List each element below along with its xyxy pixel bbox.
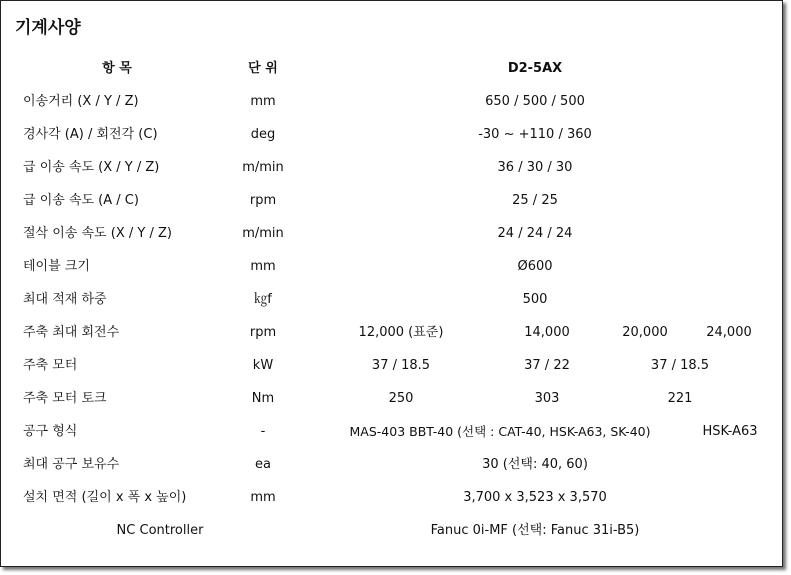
table-row — [1, 448, 784, 481]
controller-label: NC Controller — [116, 523, 204, 538]
row-value-variant-1: 12,000 (표준) — [358, 325, 444, 340]
row-label: 절삭 이송 속도 (X / Y / Z) — [23, 226, 172, 241]
row-label: 최대 적재 하중 — [23, 292, 107, 307]
row-value-variant-3: 20,000 — [622, 325, 668, 340]
row-unit: mm — [250, 94, 276, 109]
row-value-variant-2: 14,000 — [524, 325, 570, 340]
table-row — [1, 415, 784, 448]
row-label: 최대 공구 보유수 — [23, 457, 120, 472]
row-value: 36 / 30 / 30 — [497, 160, 573, 175]
row-value: 500 — [522, 292, 548, 307]
row-label: 공구 형식 — [23, 424, 78, 439]
row-label: 급 이송 속도 (A / C) — [23, 193, 139, 208]
row-value: 650 / 500 / 500 — [485, 94, 585, 109]
table-row — [1, 151, 784, 184]
row-value: 30 (선택: 40, 60) — [482, 457, 588, 472]
controller-value: Fanuc 0i-MF (선택: Fanuc 31i-B5) — [430, 523, 640, 538]
row-label: 주축 모터 — [23, 358, 78, 373]
row-value-variant-4: 24,000 — [706, 325, 752, 340]
row-value: 3,700 x 3,523 x 3,570 — [463, 490, 607, 505]
table-row — [1, 217, 784, 250]
table-row — [1, 382, 784, 415]
row-value-variant-3: 37 / 18.5 — [650, 358, 710, 373]
table-row — [1, 118, 784, 151]
row-unit: deg — [250, 127, 276, 142]
table-row-controller — [1, 514, 784, 547]
row-label: 주축 최대 회전수 — [23, 325, 120, 340]
row-label: 급 이송 속도 (X / Y / Z) — [23, 160, 160, 175]
row-unit: rpm — [249, 325, 277, 340]
row-value-variant-3: 221 — [667, 391, 693, 406]
row-unit: ㎏f — [254, 292, 272, 307]
row-unit: mm — [250, 490, 276, 505]
row-unit: Nm — [251, 391, 275, 406]
row-unit: - — [260, 424, 266, 439]
row-unit: m/min — [242, 226, 284, 241]
row-value-variant-2: 37 / 22 — [524, 358, 570, 373]
table-row — [1, 316, 784, 349]
table-row — [1, 349, 784, 382]
row-value-variant-2: HSK-A63 — [702, 424, 758, 439]
row-label: 설치 면적 (길이 x 폭 x 높이) — [23, 490, 187, 505]
row-label: 테이블 크기 — [23, 259, 90, 274]
header-model: D2-5AX — [507, 61, 563, 76]
row-label: 경사각 (A) / 회전각 (C) — [23, 127, 158, 142]
table-row — [1, 85, 784, 118]
row-value-variant-1: 250 — [388, 391, 414, 406]
table-row — [1, 184, 784, 217]
row-unit: ea — [255, 457, 271, 472]
table-row — [1, 481, 784, 514]
row-unit: kW — [252, 358, 274, 373]
table-row — [1, 250, 784, 283]
row-value-variant-1: MAS-403 BBT-40 (선택 : CAT-40, HSK-A63, SK-40) — [349, 424, 651, 439]
row-value: 24 / 24 / 24 — [497, 226, 573, 241]
row-value: -30 ~ +110 / 360 — [478, 127, 592, 142]
header-item: 항 목 — [102, 61, 132, 76]
row-value: Ø600 — [517, 259, 553, 274]
row-unit: mm — [250, 259, 276, 274]
row-unit: m/min — [242, 160, 284, 175]
table-header — [1, 52, 784, 85]
row-label: 이송거리 (X / Y / Z) — [23, 94, 139, 109]
page-title: 기계사양 — [15, 18, 81, 38]
row-value: 25 / 25 — [512, 193, 558, 208]
table-row — [1, 283, 784, 316]
row-label: 주축 모터 토크 — [23, 391, 107, 406]
header-unit: 단 위 — [248, 61, 278, 76]
row-value-variant-2: 303 — [534, 391, 560, 406]
row-unit: rpm — [249, 193, 277, 208]
row-value-variant-1: 37 / 18.5 — [371, 358, 431, 373]
